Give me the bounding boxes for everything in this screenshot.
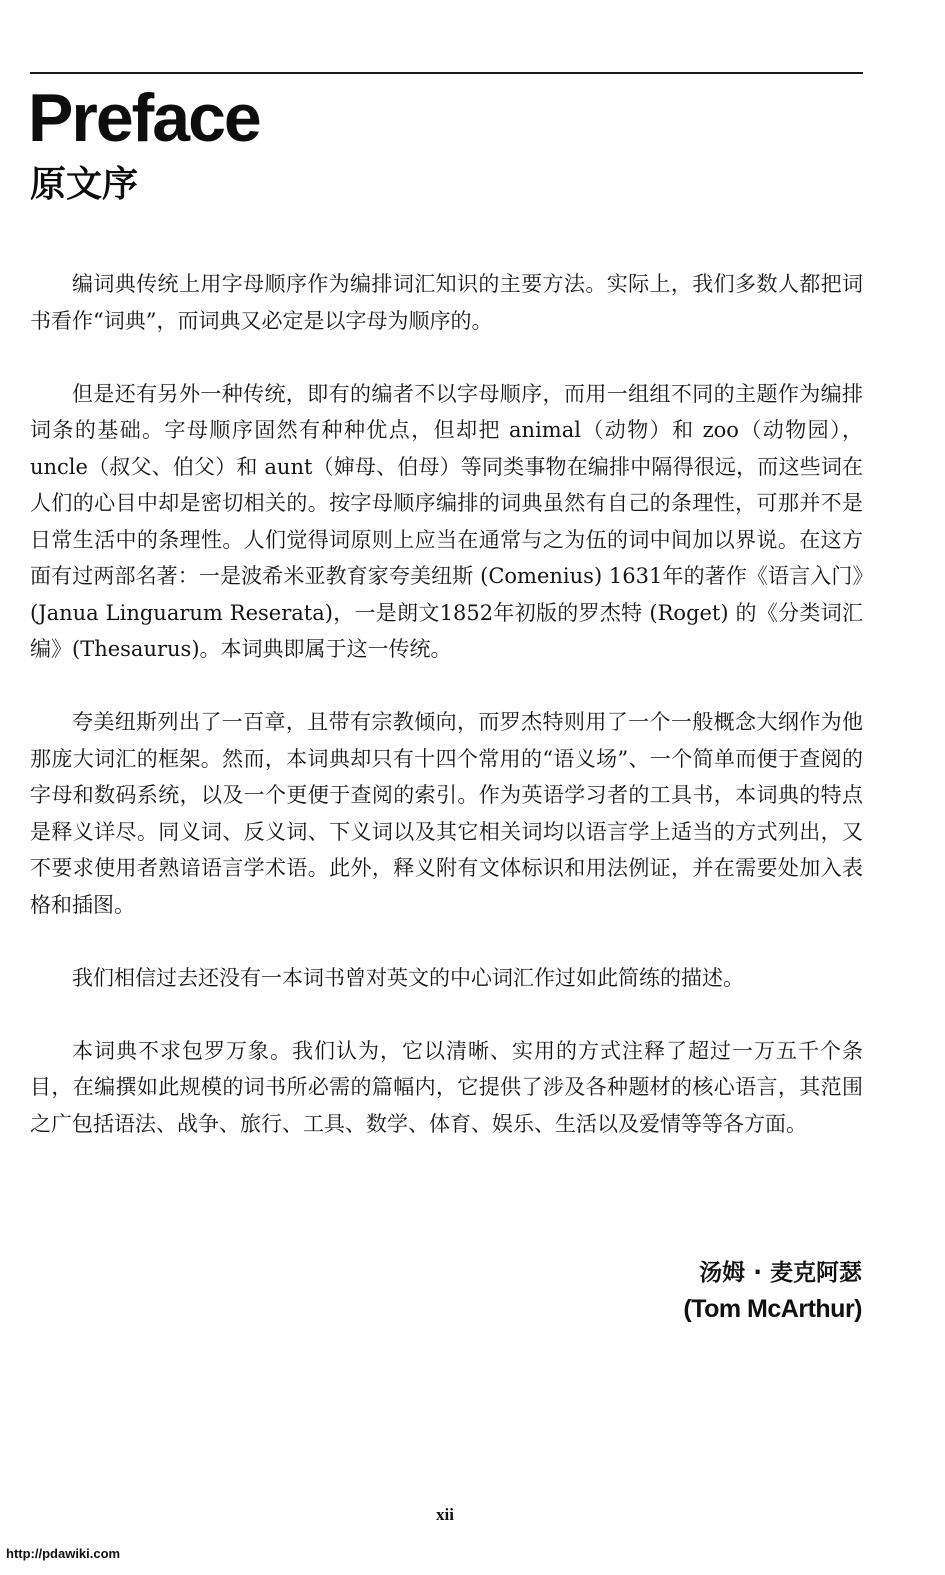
source-url: http://pdawiki.com bbox=[6, 1546, 121, 1561]
page-title: Preface bbox=[28, 80, 260, 156]
page-subtitle: 原文序 bbox=[30, 164, 139, 205]
paragraph-1: 编词典传统上用字母顺序作为编排词汇知识的主要方法。实际上，我们多数人都把词书看作“词典”，而词典又必定是以字母为顺序的。 bbox=[30, 272, 863, 333]
header-rule bbox=[30, 72, 863, 74]
page-number: xii bbox=[436, 1505, 454, 1524]
author-name-english: (Tom McArthur) bbox=[683, 1295, 862, 1323]
author-signature bbox=[683, 1254, 862, 1326]
author-name-chinese: 汤姆 · 麦克阿瑟 bbox=[699, 1260, 862, 1286]
paragraph-5: 本词典不求包罗万象。我们认为，它以清晰、实用的方式注释了超过一万五千个条目，在编撰如此规模的词书所必需的篇幅内，它提供了涉及各种题材的核心语言，其范围之广包括语法、战争、旅行、工具、数学、体育、娱乐、生活以及爱情等等各方面。 bbox=[30, 1038, 863, 1136]
preface-body bbox=[30, 266, 863, 1179]
paragraph-4: 我们相信过去还没有一本词书曾对英文的中心词汇作过如此简练的描述。 bbox=[72, 965, 744, 990]
paragraph-2: 但是还有另外一种传统，即有的编者不以字母顺序，而用一组组不同的主题作为编排词条的基础。字母顺序固然有种种优点，但却把 animal（动物）和 zoo（动物园），uncle（叔父、伯父）和 aunt（婶母、伯母）等同类事物在编排中隔得很远，而这些词在人们的心目中却是密切相关的。按字母顺序编排的词典虽然有自己的条理性，可那并不是日常生活中的条理性。人们觉得词原则上应当在通常与之为伍的词中间加以界说。在这方面有过两部名著：一是波希米亚教育家夸美纽斯 (Comenius) 1631年的著作《语言入门》(Janua Linguarum Reserata)，一是朗文1852年初版的罗杰特 (Roget) 的《分类词汇编》(Thesaurus)。本词典即属于这一传统。 bbox=[30, 381, 863, 661]
paragraph-3: 夸美纽斯列出了一百章，且带有宗教倾向，而罗杰特则用了一个一般概念大纲作为他那庞大词汇的框架。然而，本词典却只有十四个常用的“语义场”、一个简单而便于查阅的字母和数码系统，以及一个更便于查阅的索引。作为英语学习者的工具书，本词典的特点是释义详尽。同义词、反义词、下义词以及其它相关词均以语言学上适当的方式列出，又不要求使用者熟谙语言学术语。此外，释义附有文体标识和用法例证，并在需要处加入表格和插图。 bbox=[30, 710, 863, 917]
